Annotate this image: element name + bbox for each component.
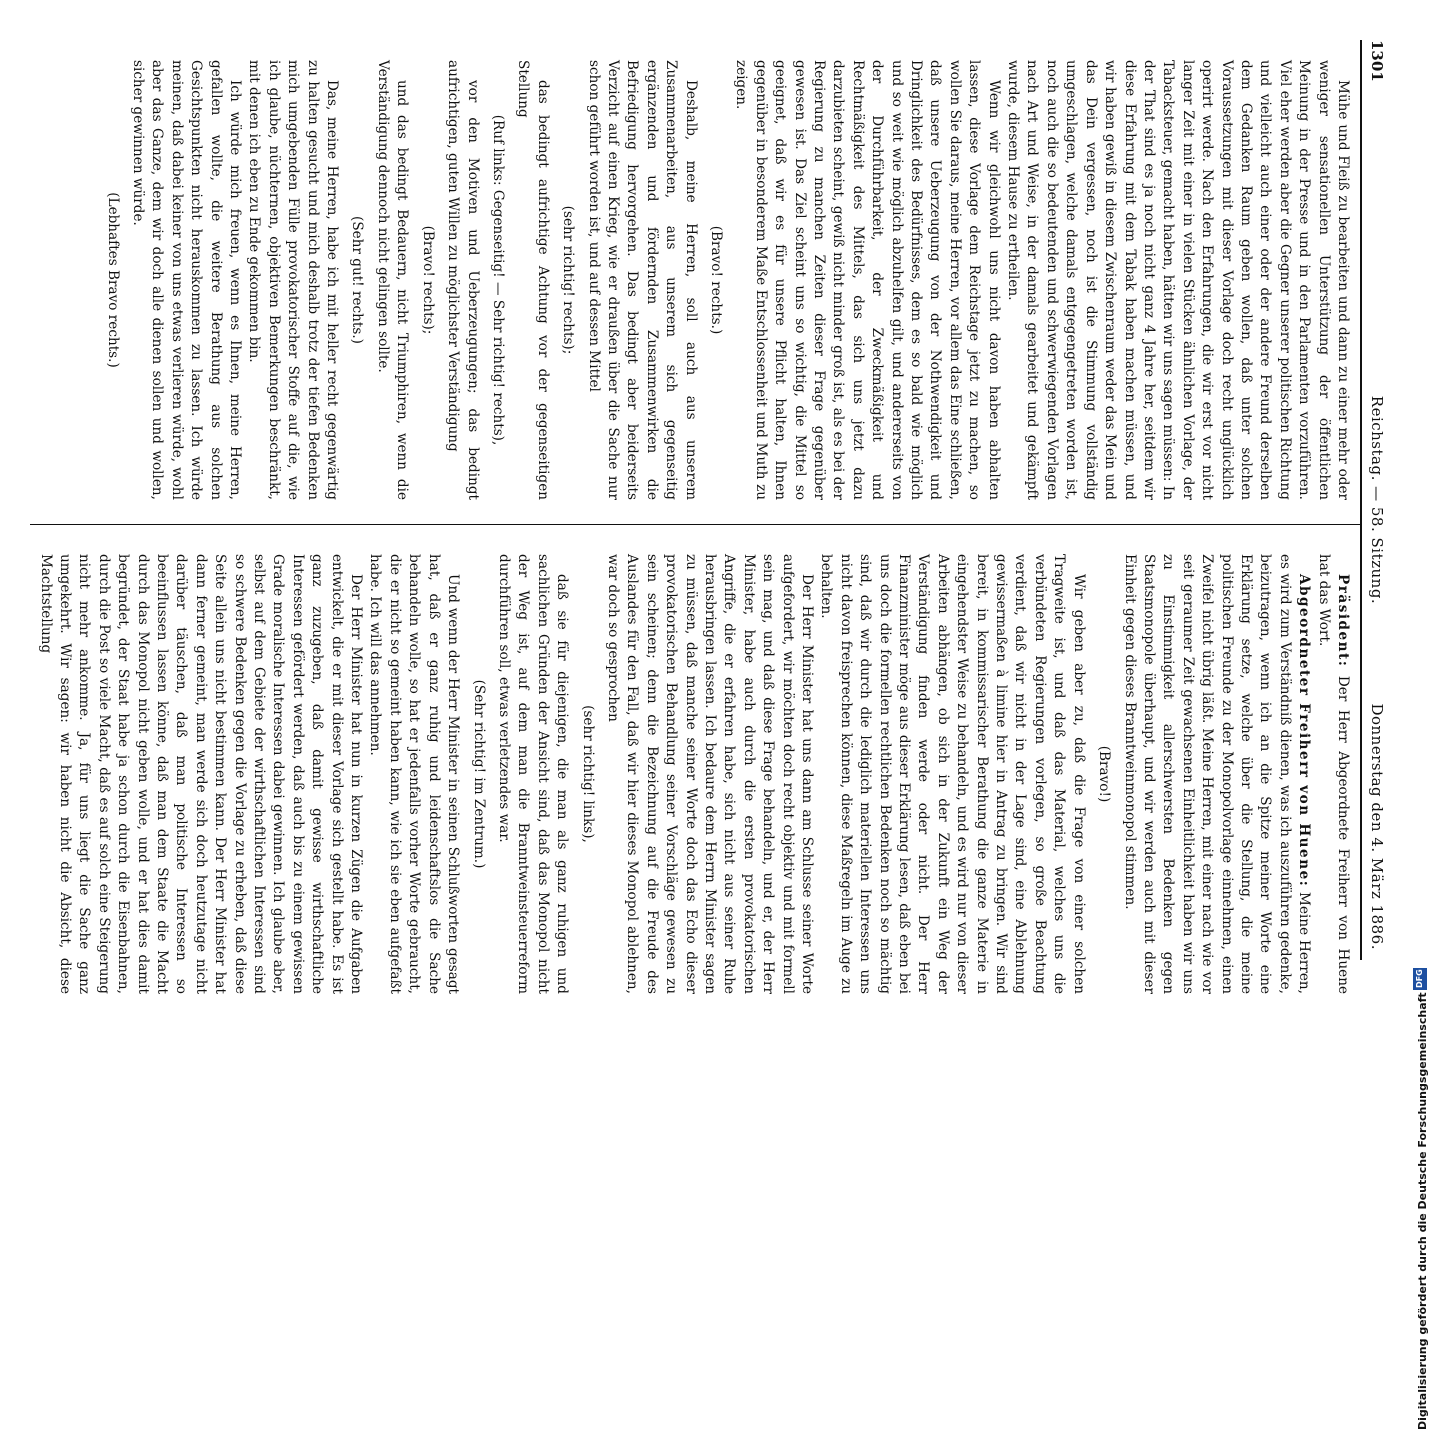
paragraph: Der Herr Minister hat uns dann am Schlusse seiner Worte aufgefordert, wir möchten doch recht objektiv und mit formell sein mag, und daß diese Frage behandeln, und er, der Herr Minister, habe auch durch die ersten provokatorischen Angriffe, die er erfahren habe, sich nicht aus seiner Ruhe herausbringen lassen. Ich bedaure dem Herrn Minister sagen zu müssen, daß manche seiner Worte doch das Echo dieser provokatorischen Behandlung seiner Vorschläge gewesen zu sein scheinen; denn die Bezeichnung auf die Freude des Auslandes für den Fall, daß wir hier dieses Monopol ablehnen, war doch so gesprochen bbox=[604, 554, 816, 994]
interjection: (sehr richtig! links), bbox=[579, 705, 596, 843]
paragraph: daß sie für diejenigen, die man als ganz ruhigen und sachlichen Gründen der Ansicht sind, daß das Monopol nicht der Weg ist, auf dem man die Branntweinsteuerreform durchführen soll, etwas verletzendes war. bbox=[495, 554, 571, 994]
interjection: (Ruf links: Gegenseitig! — Sehr richtig! rechts), bbox=[489, 114, 506, 446]
paragraph: Ich würde mich freuen, wenn es Ihnen, meine Herren, gefallen wollte, die weitere Berathung aus solchen Gesichtspunkten nicht herauskommen zu lassen. Ich würde meinen, daß dabei keiner von uns etwas verlieren würde, wohl aber das Ganze, dem wir doch alle dienen sollen und wollen, sicher gewinnen würde. bbox=[130, 60, 244, 500]
session-date: Donnerstag den 4. März 1886. bbox=[1368, 703, 1386, 950]
column-divider bbox=[30, 524, 1360, 525]
paragraph: vor den Motiven und Ueberzeugungen; das bedingt aufrichtigen, guten Willen zu möglichster Verständigung bbox=[445, 60, 481, 500]
dfg-logo: DFG bbox=[1413, 968, 1427, 990]
interjection: (Bravo! rechts.) bbox=[708, 225, 724, 335]
text-column-left bbox=[96, 60, 1352, 500]
speech-paragraph bbox=[1119, 554, 1313, 994]
speech-text: Der Herr Abgeordnete Freiherr von Huene hat das Wort. bbox=[1315, 554, 1351, 994]
interjection: (Bravo!) bbox=[1096, 745, 1113, 803]
paragraph: Wenn wir gleichwohl uns nicht davon haben abhalten lassen, diese Vorlage dem Reichstage jetzt zu machen, so wollen Sie daraus, meine Herren, vor allem das Eine schließen, daß unsere Ueberzeugung von der Nothwendigkeit und Dringlichkeit des Bedürfnisses, dem es so bald wie möglich und so weit wie möglich abzuhelfen gilt, und andererseits von der Durchführbarkeit, der Zweckmäßigkeit und Rechtmäßigkeit des Mittels, das sich uns jetzt dazu darzubieten scheint, gewiß nicht minder groß ist, als es bei der Regierung zu manchen Zeiten dieser Frage gegenüber gewesen ist. Das Ziel scheint uns so wichtig, die Mittel so geeignet, daß wir es für unsere Pflicht halten, Ihnen gegenüber in besonderem Maße Entschlossenheit und Muth zu zeigen. bbox=[733, 60, 1002, 500]
sidebar-credit bbox=[1410, 440, 1450, 1430]
speech-paragraph bbox=[1313, 554, 1352, 994]
speech-text: Meine Herren, es wird zum Verständniß dienen, was ich auszuführen gedenke, beizutragen, wenn ich an die Spitze meiner Worte eine Erklärung setze, welche über die Stellung, die meine politischen Freunde zu der Monopolvorlage einnehmen, einen Zweifel nicht übrig läßt. Meine Herren, mit einer nach wie vor seit geraumer Zeit gewachsenen Einheitlichkeit haben wir uns zu Einstimmigkeit allerschwersten Bedenken gegen Staatsmonopole überhaupt, und wir werden auch mit dieser Einheit gegen dieses Branntweinmonopol stimmen. bbox=[1121, 554, 1313, 994]
interjection: (Lebhaftes Bravo rechts.) bbox=[104, 192, 121, 368]
funding-credit: Digitalisierung gefördert durch die Deutsche Forschungsgemeinschaft bbox=[1416, 992, 1429, 1430]
page-number: 1301 bbox=[1368, 40, 1386, 82]
paragraph: Mühe und Fleiß zu bearbeiten und dann zu einer mehr oder weniger sensationellen Unterstützung der öffentlichen Meinung in der Presse und in den Parlamenten vorzuführen. Viel eher werden aber die Gegner unserer politischen Richtung und vielleicht auch einer oder der andere Freund derselben dem Gedanken Raum geben wollen, daß unter solchen Voraussetzungen mit dieser Vorlage doch recht unglücklich operirt werde. Nach den Erfahrungen, die wir erst vor nicht langer Zeit mit einer in vielen Stücken ähnlichen Vorlage, der Tabacksteuer, gemacht haben, hätten wir uns sagen müssen: In der That sind es ja noch nicht ganz 4 Jahre her, seitdem wir diese Erfahrung mit dem Tabak haben machen müssen, und wir haben gewiß in diesem Zwischenraum weder das Mein und das Dein vergessen, noch ist die Stimmung vollständig umgeschlagen, welche damals entgegengetreten worden ist, noch auch die so bedeutenden und schwerwiegenden Vorlagen nach Art und Weise, in der damals gearbeitet und gekämpft wurde, diesem Hause zu ertheilen. bbox=[1005, 60, 1351, 500]
paragraph: und das bedingt Bedauern, nicht Triumphiren, wenn die Verständigung dennoch nicht gelingen sollte. bbox=[374, 60, 411, 500]
speaker-name: Abgeordneter Freiherr von Huene: bbox=[1296, 574, 1313, 888]
paragraph: das bedingt aufrichtige Achtung vor der gegenseitigen Stellung bbox=[515, 60, 551, 500]
interjection: (sehr richtig! rechts); bbox=[560, 205, 577, 355]
paragraph: Das, meine Herren, habe ich mit heller recht gegenwärtig zu halten gesucht und mich deshalb trotz der tiefen Bedenken mich umgebenden Fülle provokatorischer Stoffe auf die, wie ich glaube, nüchternen, objektiven Bemerkungen beschränkt, mit denen ich eben zu Ende gekommen bin. bbox=[246, 60, 341, 500]
interjection: (Sehr richtig! im Zentrum.) bbox=[470, 679, 487, 869]
paragraph: Und wenn der Herr Minister in seinen Schlußworten gesagt hat, daß er ganz ruhig und leidenschaftslos die Sache behandeln wolle, so hat er jedenfalls vorher Worte gebraucht, die er nicht so gemeint haben kann, wie ich sie eben aufgefaßt habe. Ich will das annehmen. bbox=[367, 554, 462, 994]
running-title: Reichstag. — 58. Sitzung. bbox=[1368, 395, 1386, 605]
interjection: (Bravo! rechts); bbox=[419, 225, 436, 335]
paragraph: Deshalb, meine Herren, soll auch aus unserem Zusammenarbeiten, aus unserem sich gegenseitig ergänzenden und fördernden Zusammenwirken die Befriedigung hervorgehen. Das bedingt aber beiderseits Verzicht auf einen Krieg, wie er draußen über die Sache nur schon geführt worden ist, und auf dessen Mittel bbox=[585, 60, 699, 500]
header-rule bbox=[1360, 40, 1362, 960]
paragraph: Der Herr Minister hat nun in kurzen Zügen die Aufgaben entwickelt, die er mit dieser Vorlage sich gestellt habe. Es ist ganz zuzugeben, daß damit gewisse wirthschaftliche Interessen gefördert werden, daß auch bis zu einem gewissen Grade moralische Interessen dabei gewinnen. Ich glaube aber, selbst auf dem Gebiete der wirthschaftlichen Interessen sind so schwere Bedenken gegen die Vorlage zu erheben, daß diese Seite allein uns nicht bestimmen kann. Der Herr Minister hat dann ferner gemeint, man werde sich doch heutzutage nicht darüber täuschen, daß man politische Interessen so beeinflussen lassen könne, daß man dem Staate die Macht durch das Monopol nicht geben wolle, und er hat dies damit begründet, der Staat habe ja schon durch die Eisenbahnen, durch die Post so viele Macht, daß es auf solch eine Steigerung nicht mehr ankomme. Ja, für uns liegt die Sache ganz umgekehrt. Wir sagen: wir haben nicht die Absicht, diese Machtstellung bbox=[37, 554, 365, 994]
paragraph: Wir geben aber zu, daß die Frage von einer solchen Tragweite ist, und daß das Material, welches uns die verbündeten Regierungen vorlegen, so große Beachtung verdient, daß wir nicht in der Lage sind, eine Ablehnung gewissermaßen à limine hier in Antrag zu bringen. Wir sind bereit, in kommissarischer Berathung die ganze Materie in eingehendster Weise zu behandeln, und es wird nur von dieser Arbeiten abhängen, ob sich in der Zukunft ein Weg der Verständigung finden werde oder nicht. Der Herr Finanzminister möge aus dieser Erklärung lesen, daß eben bei uns doch die formellen rechtlichen Bedenken noch so mächtig sind, daß wir durch die lediglich materiellen Interessen uns nicht davon freisprechen können, diese Maßregeln im Auge zu behalten. bbox=[818, 554, 1087, 994]
interjection: (Sehr gut! rechts.) bbox=[349, 216, 366, 344]
text-column-right bbox=[35, 554, 1352, 994]
speaker-name: Präsident: bbox=[1335, 574, 1351, 668]
